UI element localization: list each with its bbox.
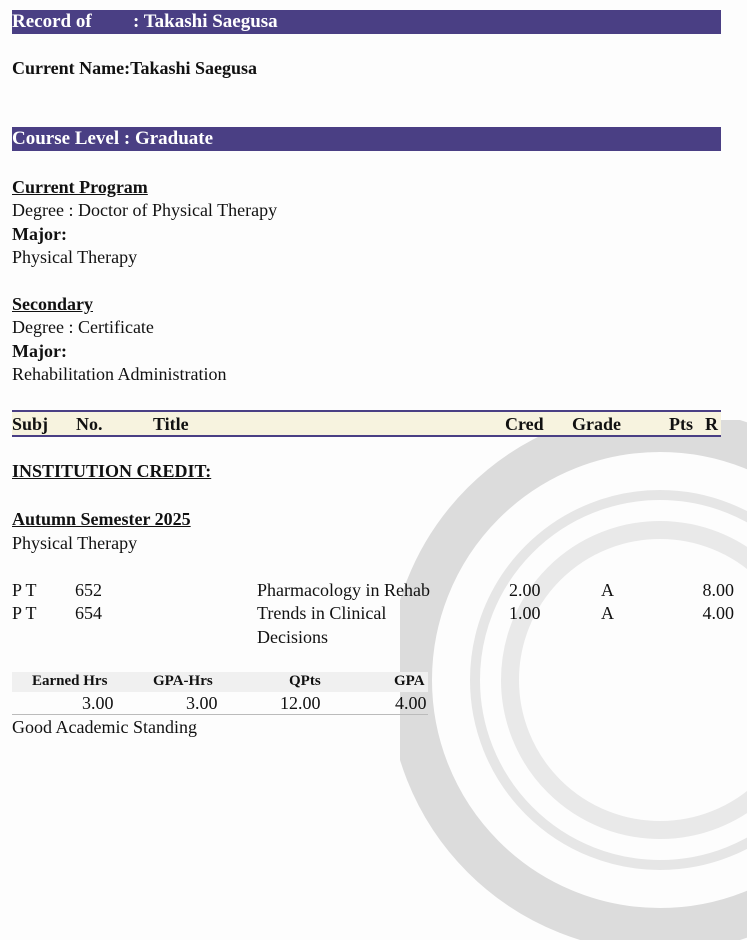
term-program: Physical Therapy (12, 533, 138, 553)
col-subj: Subj (12, 414, 49, 434)
summary-earned-hrs: 3.00 (82, 693, 114, 713)
course-title: Pharmacology in Rehab (257, 580, 430, 600)
term-summary-table (12, 672, 428, 715)
current-name-line (12, 58, 257, 79)
course-cred: 1.00 (509, 603, 541, 623)
course-subj: P T (12, 580, 37, 600)
secondary-heading: Secondary (12, 294, 93, 314)
course-no: 652 (75, 580, 102, 600)
course-grade: A (601, 580, 614, 600)
summary-qpts-header: QPts (289, 673, 321, 689)
summary-header-row (12, 672, 428, 692)
summary-earned-hrs-header: Earned Hrs (32, 673, 108, 689)
institution-credit-heading: INSTITUTION CREDIT: (12, 461, 212, 481)
summary-gpa-hrs: 3.00 (186, 693, 218, 713)
course-level: Course Level : Graduate (12, 128, 214, 149)
record-header-bar (12, 10, 721, 34)
summary-qpts: 12.00 (280, 693, 321, 713)
current-program-degree: Degree : Doctor of Physical Therapy (12, 200, 278, 220)
column-header-row (12, 410, 721, 437)
term-name: Autumn Semester 2025 (12, 509, 191, 529)
course-no: 654 (75, 603, 102, 623)
current-program-major-label: Major: (12, 224, 67, 244)
col-title: Title (153, 414, 189, 434)
col-pts: Pts (669, 414, 693, 434)
summary-gpa-header: GPA (394, 673, 425, 689)
secondary-major: Rehabilitation Administration (12, 364, 227, 384)
course-title: Trends in Clinical (257, 603, 387, 623)
course-pts: 4.00 (702, 603, 734, 623)
course-title-continued: Decisions (257, 627, 328, 647)
academic-standing: Good Academic Standing (12, 717, 197, 737)
table-row (0, 580, 747, 604)
university-seal-watermark (400, 420, 747, 940)
col-no: No. (76, 414, 103, 434)
current-program-major: Physical Therapy (12, 247, 138, 267)
secondary-major-label: Major: (12, 341, 67, 361)
course-cred: 2.00 (509, 580, 541, 600)
summary-gpa: 4.00 (395, 693, 427, 713)
course-level-bar (12, 127, 721, 151)
course-grade: A (601, 603, 614, 623)
record-name: : Takashi Saegusa (133, 11, 278, 32)
current-name-label: Current Name: (12, 58, 131, 78)
col-cred: Cred (505, 414, 544, 434)
table-row (0, 603, 747, 651)
record-label: Record of (12, 11, 92, 32)
summary-gpa-hrs-header: GPA-Hrs (153, 673, 213, 689)
current-program-heading: Current Program (12, 177, 148, 197)
col-grade: Grade (572, 414, 621, 434)
course-subj: P T (12, 603, 37, 623)
col-r: R (705, 414, 718, 434)
current-name-value: Takashi Saegusa (130, 58, 258, 78)
course-pts: 8.00 (702, 580, 734, 600)
secondary-degree: Degree : Certificate (12, 317, 154, 337)
summary-values-row (12, 692, 428, 714)
